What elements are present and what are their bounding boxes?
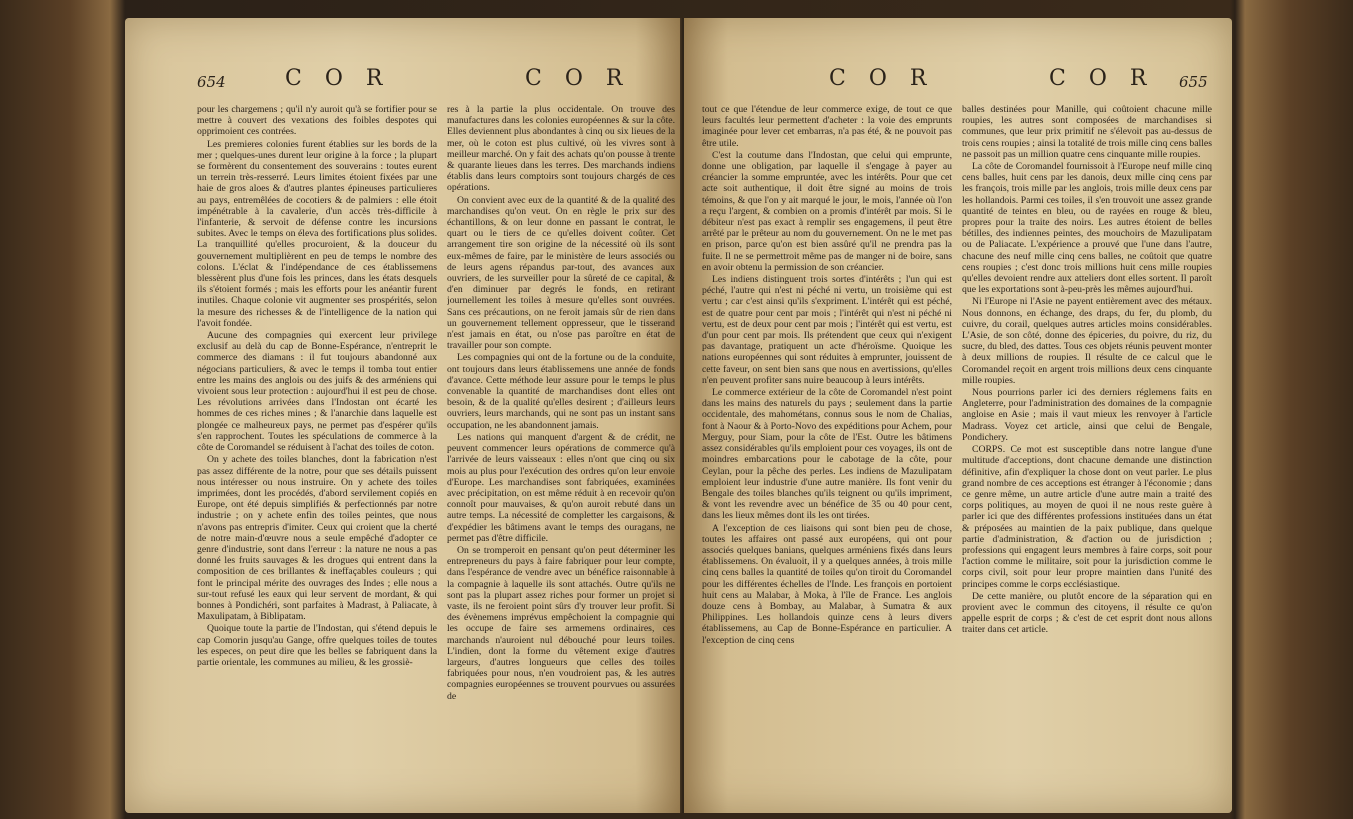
left-page xyxy=(125,18,680,813)
paragraph: Les compagnies qui ont de la fortune ou de la conduite, ont toujours dans leurs établissemens une année de fonds d'avance. Cette méthode leur assure pour le temps le plus convenable la quantité de marchandises dont elles ont besoin, & de la qualité qu'elles desirent ; d'ailleurs leurs ouvriers, leurs marchands, qui ne sont pas un instant sans occupation, ne les abandonnent jamais. xyxy=(447,352,675,431)
right-page xyxy=(684,18,1232,813)
running-head: C O R xyxy=(1049,66,1155,91)
text-column-left-1 xyxy=(197,104,437,759)
paragraph: Le commerce extérieur de la côte de Coromandel n'est point dans les mains des naturels du pays ; seulement dans la partie occidentale, des mahométans, connus sous le nom de Chalias, font à Naour & à Porto-Novo des expéditions pour Achem, pour Merguy, pour Siam, pour la côte de l'Est. Outre les bâtimens assez considérables qu'ils emploient pour ces voyages, ils ont de moindres embarcations pour le cabotage de la côte, pour Ceylan, pour la pêche des perles. Les indiens de Mazulipatam emploient leur industrie d'une autre manière. Ils font venir du Bengale des toiles blanches qu'ils teignent ou qu'ils impriment, & vont les revendre avec un bénéfice de 35 ou 40 pour cent, dans les lieux mêmes dont ils les ont tirées. xyxy=(702,387,952,522)
running-head: C O R xyxy=(829,66,935,91)
paragraph: tout ce que l'étendue de leur commerce exige, de tout ce que leurs facultés leur permettent d'acheter : la voie des emprunts imaginée pour lever cet embarras, n'a pas été, & ne pouvoit pas être utile. xyxy=(702,104,952,149)
running-head: C O R xyxy=(525,66,631,91)
paragraph: Les premieres colonies furent établies sur les bords de la mer ; quelques-unes durent leur origine à la force ; la plupart se formèrent du consentement des souverains : toutes eurent un terrein très-resserré. Leurs limites étoient fixées par une haie de gros aloes & d'autres plantes épineuses particulieres au pays, entremêlées de cocotiers & de palmiers : elle étoit impénétrable à la cavalerie, d'un accès très-difficile à l'infanterie, & servoit de défense contre les incursions subites. Avec le temps on éleva des fortifications plus solides. La tranquillité qu'elles procuroient, & la douceur du gouvernement multiplièrent en peu de temps le nombre des colons. L'éclat & l'indépendance de ces établissemens blessèrent plus d'une fois les princes, dans les états desquels ils s'étoient formés ; mais les efforts pour les anéantir furent inutiles. Chaque colonie vit augmenter ses prospérités, selon la mesure des richesses & de l'intelligence de la nation qui l'avoit fondée. xyxy=(197,138,437,329)
page-number-right: 655 xyxy=(1179,73,1208,91)
paragraph: De cette manière, ou plutôt encore de la séparation qui en provient avec le commun des citoyens, il résulte ce qu'on appelle esprit de corps ; & c'est de cet esprit dont nous allons traiter dans cet article. xyxy=(962,590,1212,636)
paragraph: Quoique toute la partie de l'Indostan, qui s'étend depuis le cap Comorin jusqu'au Gange, offre quelques toiles de toutes les especes, on peut dire que les belles se fabriquent dans la partie orientale, les communes au milieu, & les grossiè- xyxy=(197,623,437,668)
paragraph: Nous pourrions parler ici des derniers réglemens faits en Angleterre, pour l'administration des domaines de la compagnie angloise en Asie ; mais il vaut mieux les renvoyer à l'article Madrass. Voyez cet article, ainsi que celui de Bengale, Pondichery. xyxy=(962,387,1212,443)
paragraph: C'est la coutume dans l'Indostan, que celui qui emprunte, donne une obligation, par laquelle il s'engage à payer au créancier la somme empruntée, avec les intérêts. Pour que cet acte soit authentique, il doit être signé au moins de trois témoins, & que l'on y ait marqué le jour, le mois, l'année où l'on a reçu l'argent, & combien on a promis d'intérêt par mois. Si le débiteur n'est pas exact à remplir ses engagemens, il peut être arrêté par le prêteur au nom du gouvernement. On ne le met pas en prison, parce qu'on est bien assûré qu'il ne prendra pas la fuite. Il ne se permettroit même pas de manger ni de boire, sans en avoir obtenu la permission de son créancier. xyxy=(702,149,952,273)
paragraph: Ni l'Europe ni l'Asie ne payent entièrement avec des métaux. Nous donnons, en échange, des draps, du fer, du plomb, du cuivre, du corail, quelques autres articles moins considérables. L'Asie, de son côté, donne des épiceries, du poivre, du riz, du sucre, du bled, des dattes. Tous ces objets réunis peuvent monter à deux millions de roupies. Il résulte de ce calcul que le Coromandel reçoit en argent trois millions deux cens cinquante mille roupies. xyxy=(962,296,1212,386)
paragraph: balles destinées pour Manille, qui coûtoient chacune mille roupies, les autres sont composées de marchandises si communes, que leur prix primitif ne s'élevoit pas au-dessus de trois cens roupies ; ainsi la totalité de trois mille cinq cens balles ne passoit pas un million quatre cens cinquante mille roupies. xyxy=(962,104,1212,160)
paragraph: A l'exception de ces liaisons qui sont bien peu de chose, toutes les affaires ont passé aux européens, qui ont pour associés quelques banians, quelques arméniens fixés dans leurs établissemens. On évaluoit, il y a quelques années, à trois mille cinq cens balles la quantité de toiles qu'on tiroit du Coromandel pour les différentes échelles de l'Inde. Les françois en portoient huit cens au Malabar, à Moka, à l'île de France. Les anglois douze cens à Bombay, au Malabar, à Sumatra & aux Philippines. Les hollandois quinze cens à leurs divers établissemens, au Cap de Bonne-Espérance en particulier. A l'exception de cinq cens xyxy=(702,522,952,646)
text-column-right-1 xyxy=(702,104,952,759)
paragraph: La côte de Coromandel fournissoit à l'Europe neuf mille cinq cens balles, huit cens par les danois, deux mille cinq cens par les françois, trois mille par les anglois, trois mille deux cens par les hollandois. Parmi ces toiles, il s'en trouvoit une assez grande quantité de teintes en bleu, ou de rayées en rouge & bleu, propres pour la traite des noirs. Les autres étoient de belles bétilles, des indiennes peintes, des mouchoirs de Mazulipatam ou de Paliacate. L'expérience a prouvé que l'une dans l'autre, chacune des neuf mille cinq cens balles, ne coûtoit que quatre cens roupies ; c'est donc trois millions huit cens mille roupies qu'elles devoient rendre aux atteliers dont elles sortent. Il paroît que les exportations sont à-peu-près les mêmes aujourd'hui. xyxy=(962,161,1212,296)
paragraph: Les nations qui manquent d'argent & de crédit, ne peuvent commencer leurs opérations de commerce qu'à l'arrivée de leurs vaisseaux : elles n'ont que cinq ou six mois au plus pour l'exécution des ordres qu'on leur envoie d'Europe. Les marchandises sont fabriquées, examinées avec précipitation, on est même réduit à en recevoir qu'on connoît pour mauvaises, & qu'on auroit rebuté dans un autre temps. La nécessité de completter les cargaisons, & d'expédier les bâtimens avant le temps des ouragans, ne permet pas d'être difficile. xyxy=(447,431,675,544)
paragraph: res à la partie la plus occidentale. On trouve des manufactures dans les colonies européennes & sur la côte. Elles deviennent plus abondantes à cinq ou six lieues de la mer, où le coton est plus cultivé, où les vivres sont à meilleur marché. On y fait des achats qu'on pousse à trente & quarante lieues dans les terres. Des marchands indiens établis dans leurs comptoirs sont toujours chargés de ces opérations. xyxy=(447,104,675,194)
text-column-right-2 xyxy=(962,104,1212,759)
page-number-left: 654 xyxy=(197,73,226,91)
paragraph: On convient avec eux de la quantité & de la qualité des marchandises qu'on veut. On en règle le prix sur des échantillons, & on leur donne en passant le contrat, le quart ou le tiers de ce qu'elles doivent coûter. Cet arrangement tire son origine de la nécessité où ils sont eux-mêmes de faire, par le ministère de leurs associés ou de leurs agens répandus par-tout, des avances aux ouvriers, de les surveiller pour la sûreté de ce capital, & d'en diminuer par degrés le fonds, en retirant journellement les toiles à mesure qu'elles sont ouvrées. Sans ces précautions, on ne feroit jamais sûr de rien dans un gouvernement tellement oppresseur, que le tisserand n'est jamais en état, ou n'ose pas paroître en état de travailler pour son compte. xyxy=(447,194,675,352)
paragraph: CORPS. Ce mot est susceptible dans notre langue d'une multitude d'acceptions, dont chacune demande une distinction définitive, afin d'expliquer la chose dont on veut parler. Le plus grand nombre de ces acceptions est étranger à l'économie ; dans ce genre même, un autre article d'une autre main a traité des corps politiques, au moyen de quoi il ne nous reste guère à parler ici que des différentes professions instituées dans un état & préposées au maintien de la paix publique, dans quelque partie d'administration, & d'action ou de jurisdiction ; professions qui engagent leurs membres à faire corps, soit pour l'action comme le militaire, soit pour la jurisdiction comme le corps civil, soit pour leur propre maintien dans l'unité des principes comme le corps ecclésiastique. xyxy=(962,444,1212,590)
paragraph: pour les chargemens ; qu'il n'y auroit qu'à se fortifier pour se mettre à couvert des vexations des foibles despotes qui opprimoient ces contrées. xyxy=(197,104,437,138)
paragraph: On y achete des toiles blanches, dont la fabrication n'est pas assez différente de la notre, pour que ses détails puissent nous intéresser ou nous instruire. On y achete des toiles imprimées, dont les procédés, d'abord servilement copiés en Europe, ont été depuis simplifiés & perfectionnés par notre industrie ; on y achete enfin des toiles peintes, que nous n'avons pas entrepris d'imiter. Ceux qui croient que la cherté de notre main-d'œuvre nous a seule empêché d'adopter ce genre d'industrie, sont dans l'erreur : la nature ne nous a pas donné les fruits sauvages & les drogues qui entrent dans la composition de ces brillantes & ineffaçables couleurs ; qui font le principal mérite des ouvrages des Indes ; elle nous a sur-tout refusé les eaux qui leur servent de mordant, & qui bonnes à Pondichéri, sont parfaites à Madrast, à Paliacate, à Maxulipatam, à Biblipatam. xyxy=(197,454,437,623)
paragraph: Aucune des compagnies qui exercent leur privilege exclusif au delà du cap de Bonne-Espérance, n'entreprit le commerce des diamans : il fut toujours abandonné aux négocians particuliers, & avec le temps il tomba tout entier entre les mains des anglois ou des juifs & des arméniens qui vivoient sous leur protection : aujourd'hui il est peu de chose. Les révolutions arrivées dans l'Indostan ont écarté les hommes de ces riches mines ; & l'anarchie dans laquelle est plongée ce malheureux pays, ne permet pas d'espérer qu'ils s'en rapprochent. Toutes les spéculations de commerce à la côte de Coromandel se réduisent à l'achat des toiles de coton. xyxy=(197,330,437,454)
paragraph: On se tromperoit en pensant qu'on peut déterminer les entrepreneurs du pays à faire fabriquer pour leur compte, dans l'espérance de vendre avec un bénéfice raisonnable à la compagnie à laquelle ils sont attachés. Outre qu'ils ne sont pas la plupart assez riches pour former un projet si vaste, ils ne feroient point sûrs d'y trouver leur profit. Si des évènemens imprévus empêchoient la compagnie qui les occupe de faire ses armemens ordinaires, ces marchands n'auroient nul débouché pour leurs toiles. L'indien, dont la forme du vêtement exige d'autres largeurs, d'autres longueurs que celles des toiles fabriquées pour nous, n'en voudroient pas, & les autres compagnies européennes se trouvent pourvues ou assurées de xyxy=(447,544,675,702)
paragraph: Les indiens distinguent trois sortes d'intérêts ; l'un qui est péché, l'autre qui n'est ni péché ni vertu, un troisième qui est vertu ; car c'est ainsi qu'ils s'expriment. L'intérêt qui est péché, est de quatre pour cent par mois ; l'intérêt qui n'est ni péché ni vertu, est de deux pour cent par mois ; l'intérêt qui est vertu, est d'un pour cent par mois. Ils prétendent que ceux qui n'exigent pas davantage, pratiquent un acte d'héroïsme. Quoique les nations européennes qui sont réduites à emprunter, jouissent de cette faveur, on sent bien sans que nous en avertissions, qu'elles n'en peuvent profiter sans nuire beaucoup à leurs intérêts. xyxy=(702,274,952,386)
running-head: C O R xyxy=(285,66,391,91)
text-column-left-2 xyxy=(447,104,675,759)
